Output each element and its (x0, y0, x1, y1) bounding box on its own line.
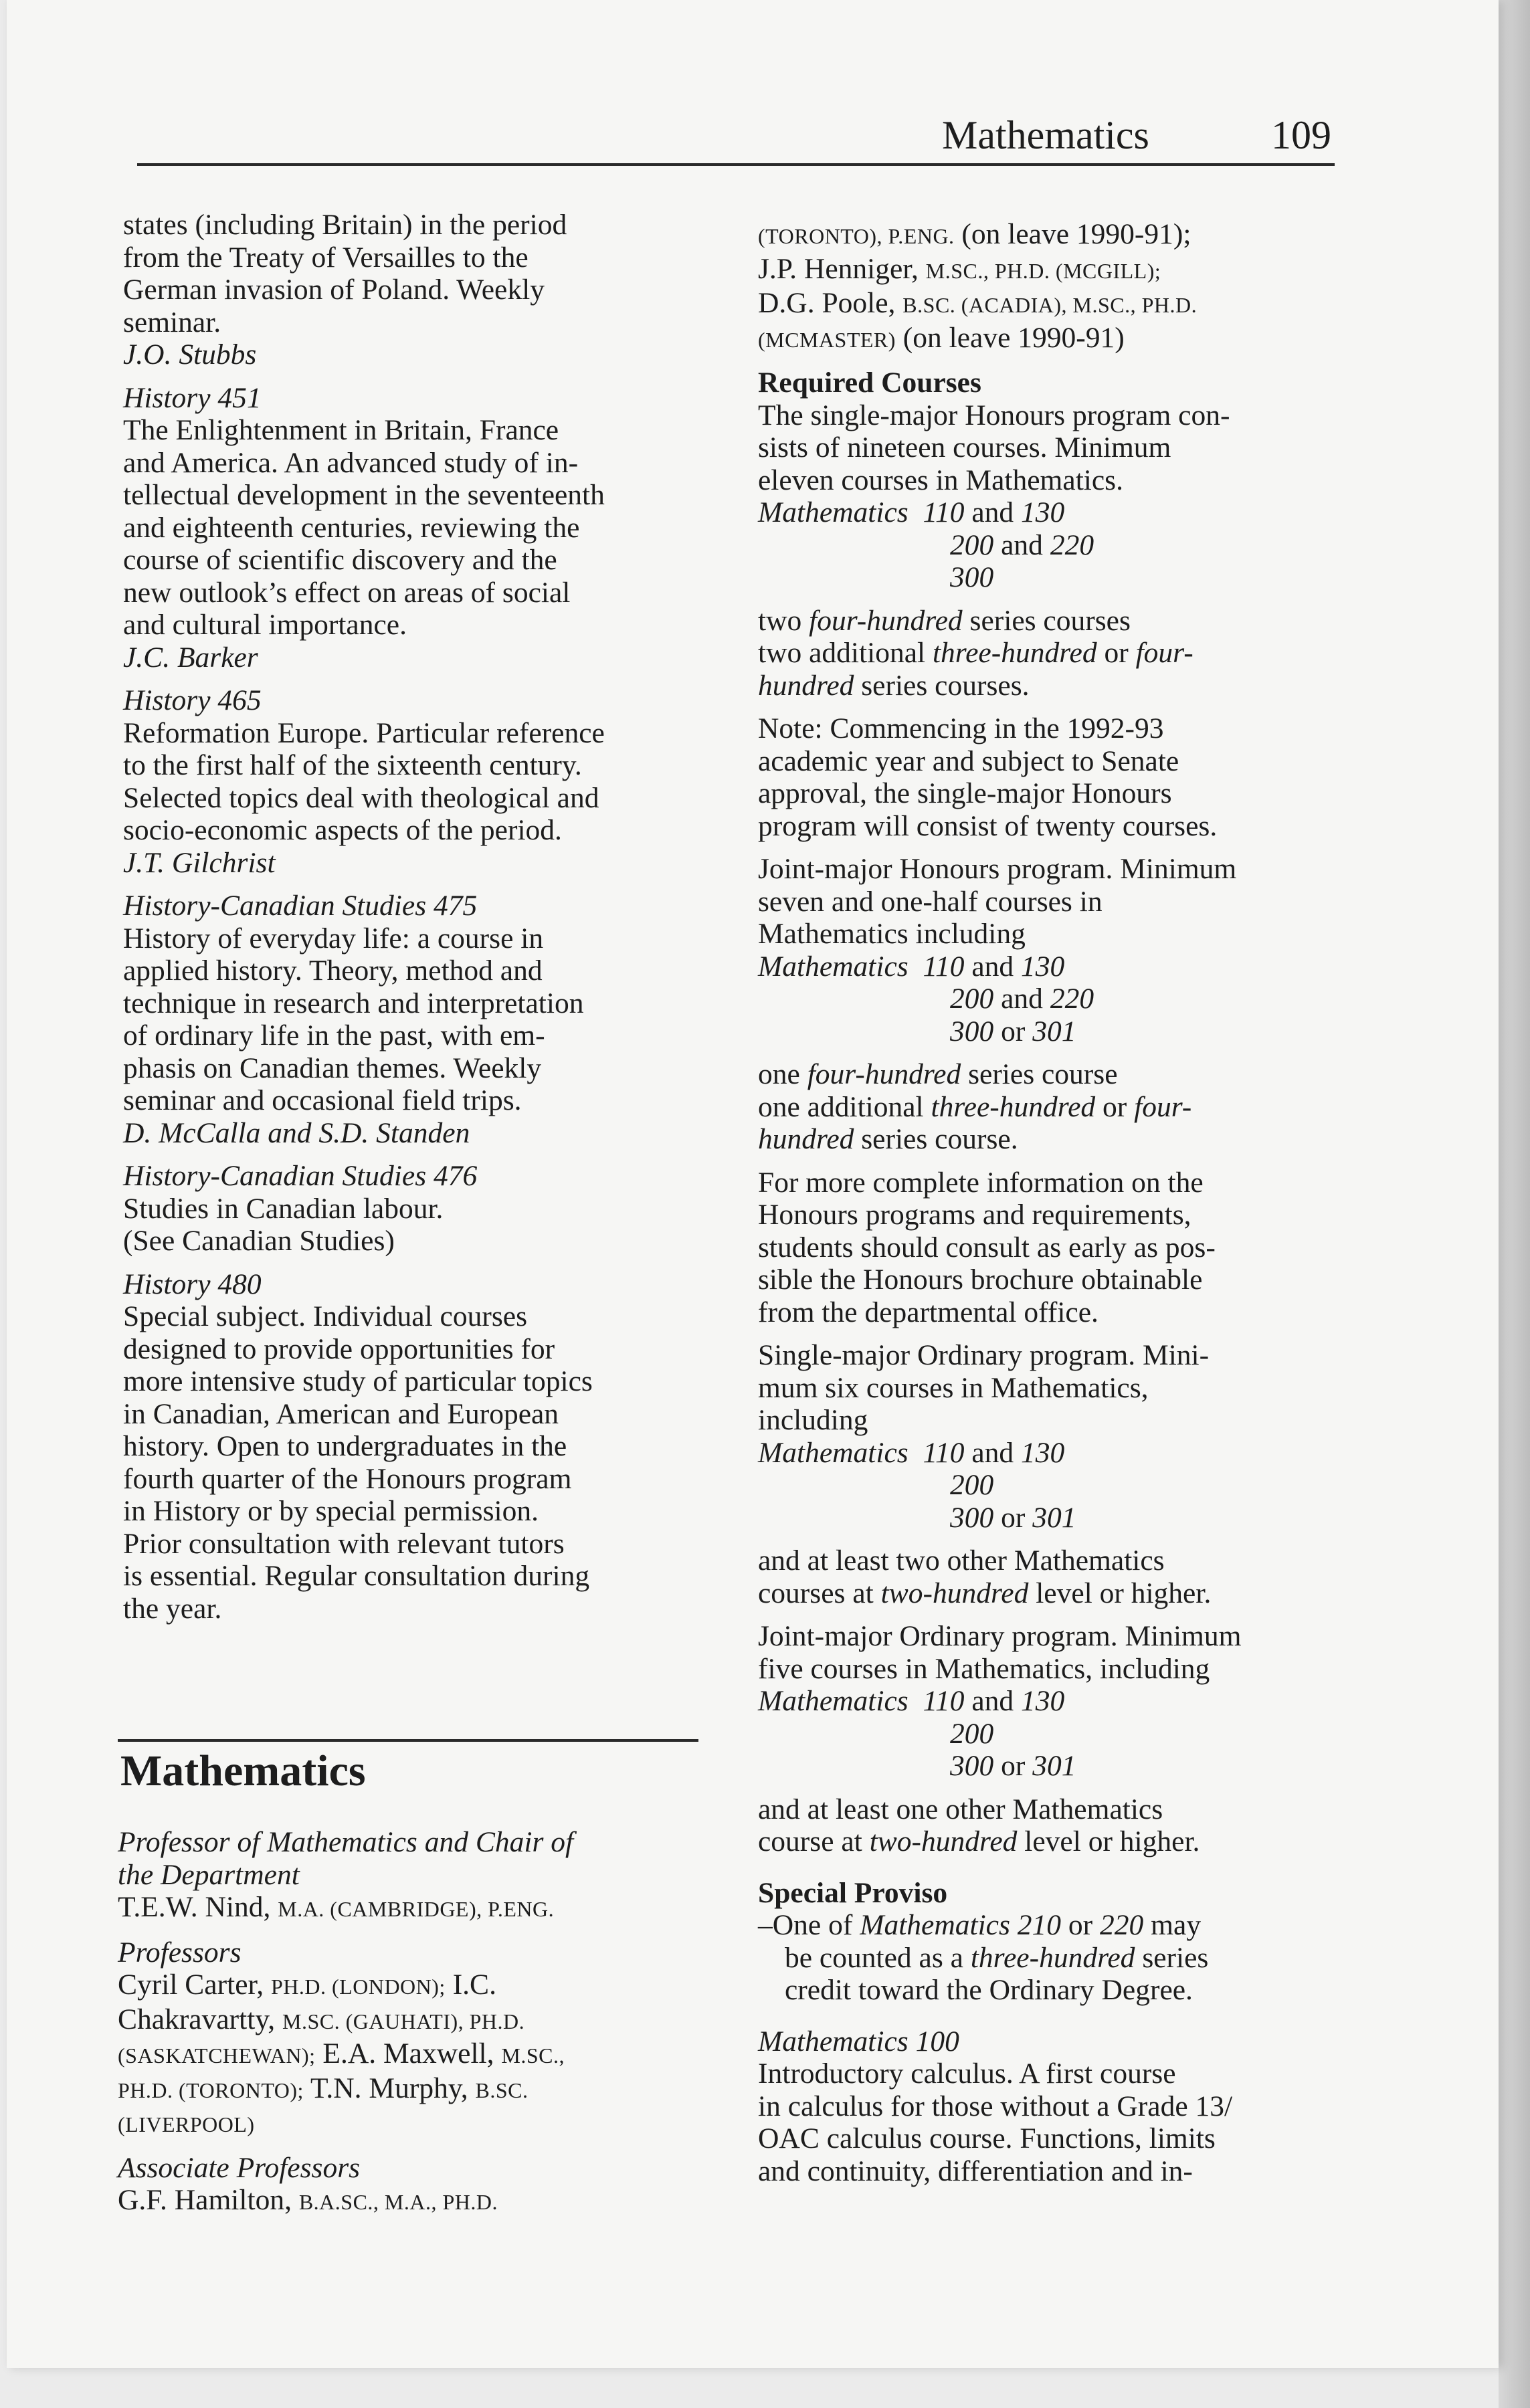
text-line: sible the Honours brochure obtainable (758, 1264, 1203, 1296)
level-term: two-hundred (869, 1825, 1018, 1858)
text-line (758, 1123, 1347, 1156)
course-title: History-Canadian Studies 475 (123, 890, 478, 922)
course-title: Mathematics 100 (758, 2025, 959, 2058)
text-line (758, 670, 1347, 702)
text-line: Single-major Ordinary program. Mini- (758, 1339, 1210, 1371)
text-line: Joint-major Ordinary program. Minimum (758, 1620, 1242, 1652)
proviso-line (758, 1942, 1347, 1975)
proviso-line (758, 1909, 1347, 1942)
chair-title: Professor of Mathematics and Chair of (118, 1826, 574, 1858)
course-list-line (758, 1750, 1347, 1783)
chair-title: the Department (118, 1858, 300, 1891)
course-number: 220 (1050, 983, 1094, 1015)
faculty-degrees: M.SC., (501, 2043, 565, 2068)
course-list-line (758, 1502, 1347, 1534)
course-number: 301 (1032, 1015, 1076, 1047)
text-line: of ordinary life in the past, with em- (123, 1019, 545, 1051)
course-title: History 480 (123, 1268, 262, 1300)
proviso-line: credit toward the Ordinary Degree. (785, 1974, 1193, 2006)
course-list-line (758, 496, 1347, 529)
course-number: 300 (950, 561, 994, 593)
course-number: Mathematics 210 (860, 1909, 1062, 1941)
text-line: seven and one-half courses in (758, 885, 1103, 918)
text-line: eleven courses in Mathematics. (758, 464, 1123, 496)
course-list-line (758, 950, 1347, 983)
text-line: seminar. (123, 306, 221, 338)
faculty-list (118, 1826, 706, 2219)
course-list-line (758, 1015, 1347, 1048)
conjunction: or (1001, 1750, 1026, 1782)
text-line: The Enlightenment in Britain, France (123, 414, 559, 446)
text-line: academic year and subject to Senate (758, 744, 1179, 777)
course-list-line (758, 983, 1347, 1015)
text-span: series courses (969, 604, 1131, 637)
faculty-degrees: B.A.SC., M.A., PH.D. (298, 2190, 498, 2214)
course-title: History 465 (123, 684, 262, 716)
faculty-degrees: (MCMASTER) (758, 327, 896, 352)
faculty-degrees: B.SC. (ACADIA), M.SC., PH.D. (902, 293, 1198, 317)
faculty-degrees: (SASKATCHEWAN); (118, 2043, 316, 2068)
text-span: one additional (758, 1090, 924, 1123)
course-label: Mathematics (758, 1436, 909, 1469)
text-line: more intensive study of particular topics (123, 1365, 593, 1397)
text-line: German invasion of Poland. Weekly (123, 274, 545, 306)
level-term: two-hundred (880, 1577, 1029, 1609)
text-line: from the departmental office. (758, 1296, 1098, 1328)
text-line: The single-major Honours program con- (758, 399, 1230, 431)
conjunction: or (1104, 637, 1129, 669)
course-number: 301 (1032, 1750, 1076, 1782)
text-line (758, 1577, 1347, 1610)
level-term: three-hundred (970, 1941, 1135, 1974)
course-number: 130 (1021, 1436, 1065, 1469)
faculty-note: (on leave 1990-91); (961, 218, 1191, 250)
faculty-name: Cyril Carter, (118, 1969, 264, 2001)
required-courses-heading: Required Courses (758, 367, 981, 399)
faculty-degrees: M.A. (CAMBRIDGE), P.ENG. (278, 1897, 555, 1921)
course-number: 110 (923, 950, 965, 983)
faculty-name: T.E.W. Nind, (118, 1891, 271, 1923)
text-line: For more complete information on the (758, 1166, 1204, 1199)
faculty-degrees: PH.D. (LONDON); (271, 1975, 446, 1999)
course-number: 300 (950, 1501, 994, 1534)
faculty-line (758, 218, 1347, 253)
conjunction: or (1001, 1501, 1026, 1534)
text-line: Mathematics including (758, 918, 1026, 950)
faculty-line (118, 2003, 706, 2038)
conjunction: or (1001, 1015, 1026, 1047)
text-span: level or higher. (1036, 1577, 1212, 1609)
text-line: and at least one other Mathematics (758, 1793, 1163, 1825)
conjunction: or (1068, 1909, 1093, 1941)
text-line: and continuity, differentiation and in- (758, 2154, 1193, 2187)
instructor: J.O. Stubbs (123, 338, 257, 371)
text-line: fourth quarter of the Honours program (123, 1462, 572, 1495)
course-list-line (758, 529, 1347, 562)
course-number: 301 (1032, 1501, 1076, 1534)
conjunction: and (971, 950, 1014, 983)
section-rule (118, 1739, 698, 1742)
text-span: be counted as a (785, 1941, 963, 1974)
course-number: 130 (1021, 950, 1065, 983)
level-term: four-hundred (807, 1058, 961, 1090)
left-column (123, 209, 712, 1625)
course-number: 300 (950, 1015, 994, 1047)
faculty-degrees: B.SC. (475, 2078, 529, 2102)
course-number: 200 (950, 528, 994, 561)
text-line: and eighteenth centuries, reviewing the (123, 511, 580, 544)
conjunction: and (971, 496, 1014, 528)
page-number: 109 (1271, 113, 1331, 157)
instructor: J.T. Gilchrist (123, 846, 276, 879)
course-number: 300 (950, 1750, 994, 1782)
text-line: History of everyday life: a course in (123, 922, 544, 955)
section-heading: Mathematics (120, 1746, 366, 1795)
text-line: seminar and occasional field trips. (123, 1084, 522, 1116)
course-number: 200 (950, 1717, 994, 1750)
header-rule (137, 163, 1335, 166)
faculty-line (758, 322, 1347, 357)
text-line: program will consist of twenty courses. (758, 809, 1218, 842)
text-line: the year. (123, 1592, 222, 1625)
text-line: in History or by special permission. (123, 1495, 539, 1527)
conjunction: and (971, 1436, 1014, 1469)
text-line: Reformation Europe. Particular reference (123, 716, 605, 749)
faculty-name: E.A. Maxwell, (322, 2037, 494, 2070)
text-line: applied history. Theory, method and (123, 955, 543, 987)
level-term: three-hundred (932, 637, 1097, 669)
conjunction: or (1103, 1090, 1127, 1123)
faculty-degrees: M.SC., PH.D. (MCGILL); (925, 258, 1161, 283)
faculty-degrees: (TORONTO), P.ENG. (758, 224, 955, 248)
text-line: five courses in Mathematics, including (758, 1652, 1210, 1685)
text-line: OAC calculus course. Functions, limits (758, 2122, 1216, 2154)
course-number: 130 (1021, 1685, 1065, 1717)
text-line: phasis on Canadian themes. Weekly (123, 1051, 542, 1084)
text-line: states (including Britain) in the period (123, 209, 567, 241)
conjunction: and (1001, 528, 1043, 561)
text-line: new outlook’s effect on areas of social (123, 576, 571, 609)
course-list-line (758, 561, 1347, 594)
course-list-line (758, 1685, 1347, 1718)
faculty-name: Chakravartty, (118, 2003, 276, 2035)
level-term: hundred (758, 669, 854, 702)
text-line: and at least two other Mathematics (758, 1544, 1165, 1577)
course-list-line (758, 1718, 1347, 1750)
text-line: approval, the single-major Honours (758, 777, 1172, 809)
level-term: hundred (758, 1123, 854, 1155)
conjunction: and (1001, 983, 1043, 1015)
text-line: (See Canadian Studies) (123, 1225, 395, 1257)
faculty-name: J.P. Henniger, (758, 252, 919, 285)
page-edge (1499, 0, 1530, 2408)
faculty-line (118, 1969, 706, 2003)
chair-line (118, 1891, 706, 1926)
course-number: 220 (1050, 528, 1094, 561)
faculty-line (118, 2184, 706, 2219)
text-line: Joint-major Honours program. Minimum (758, 853, 1237, 885)
text-line: course of scientific discovery and the (123, 544, 557, 576)
conjunction: and (971, 1685, 1014, 1717)
faculty-line (118, 2037, 706, 2072)
level-term: three-hundred (931, 1090, 1096, 1123)
text-line: is essential. Regular consultation during (123, 1560, 590, 1592)
faculty-name: G.F. Hamilton, (118, 2184, 292, 2216)
text-line: socio-economic aspects of the period. (123, 814, 562, 846)
text-span: one (758, 1058, 800, 1090)
text-span: two (758, 604, 802, 637)
assoc-title: Associate Professors (118, 2151, 361, 2184)
faculty-degrees: M.SC. (GAUHATI), PH.D. (282, 2009, 525, 2033)
faculty-line (118, 2072, 706, 2107)
text-span: level or higher. (1024, 1825, 1200, 1858)
text-line (758, 1825, 1347, 1858)
course-number: 200 (950, 1469, 994, 1501)
course-number: 220 (1100, 1909, 1144, 1941)
text-line: and cultural importance. (123, 609, 407, 641)
professors-title: Professors (118, 1936, 242, 1969)
right-column (758, 218, 1347, 2187)
text-span: courses at (758, 1577, 874, 1609)
text-line: designed to provide opportunities for (123, 1332, 555, 1365)
text-span: course at (758, 1825, 862, 1858)
faculty-note: (on leave 1990-91) (902, 321, 1125, 354)
text-line: mum six courses in Mathematics, (758, 1371, 1149, 1404)
course-label: Mathematics (758, 1685, 909, 1717)
text-line (758, 1058, 1347, 1091)
faculty-name: T.N. Murphy, (310, 2072, 468, 2104)
text-line: in Canadian, American and European (123, 1397, 559, 1430)
course-number: 130 (1021, 496, 1065, 528)
faculty-name: I.C. (452, 1969, 496, 2001)
instructor: D. McCalla and S.D. Standen (123, 1116, 470, 1149)
course-number: 110 (923, 496, 965, 528)
course-number: 200 (950, 983, 994, 1015)
text-line: Selected topics deal with theological and (123, 781, 599, 814)
level-term: four-hundred (809, 604, 963, 637)
text-line: to the first half of the sixteenth century. (123, 749, 582, 781)
course-list-line (758, 1437, 1347, 1470)
course-label: Mathematics (758, 496, 909, 528)
text-line: Special subject. Individual courses (123, 1300, 528, 1332)
course-title: History-Canadian Studies 476 (123, 1160, 478, 1192)
text-line: sists of nineteen courses. Minimum (758, 431, 1171, 464)
text-line: from the Treaty of Versailles to the (123, 241, 529, 274)
text-span: may (1151, 1909, 1202, 1941)
running-head-title: Mathematics (942, 113, 1149, 157)
text-line: students should consult as early as pos- (758, 1231, 1216, 1264)
faculty-name: D.G. Poole, (758, 287, 896, 319)
faculty-line (758, 287, 1347, 322)
text-span: series courses. (861, 669, 1030, 702)
text-line: technique in research and interpretation (123, 987, 584, 1019)
text-line: Honours programs and requirements, (758, 1199, 1191, 1231)
text-line: including (758, 1404, 868, 1436)
text-line: Introductory calculus. A first course (758, 2058, 1176, 2090)
special-proviso-heading: Special Proviso (758, 1876, 948, 1909)
text-line: tellectual development in the seventeenth (123, 479, 605, 511)
text-span: series course (968, 1058, 1118, 1090)
faculty-degrees: (LIVERPOOL) (118, 2112, 255, 2136)
text-line: Note: Commencing in the 1992-93 (758, 712, 1164, 744)
instructor: J.C. Barker (123, 641, 258, 674)
text-span: series (1142, 1941, 1209, 1974)
text-line (758, 605, 1347, 637)
text-line: history. Open to undergraduates in the (123, 1430, 567, 1462)
text-line: in calculus for those without a Grade 13/ (758, 2090, 1233, 2122)
course-title: History 451 (123, 381, 262, 414)
level-term: four- (1135, 637, 1193, 669)
course-label: Mathematics (758, 950, 909, 983)
level-term: four- (1134, 1090, 1192, 1123)
faculty-degrees: PH.D. (TORONTO); (118, 2078, 304, 2102)
text-line: and America. An advanced study of in- (123, 446, 579, 479)
text-span: series course. (861, 1123, 1018, 1155)
faculty-line (118, 2106, 706, 2141)
text-span: –One of (758, 1909, 853, 1941)
text-line: Studies in Canadian labour. (123, 1192, 444, 1225)
text-line (758, 1091, 1347, 1124)
course-number: 110 (923, 1436, 965, 1469)
course-list-line (758, 1469, 1347, 1502)
course-number: 110 (923, 1685, 965, 1717)
text-line (758, 637, 1347, 670)
faculty-line (758, 253, 1347, 288)
text-line: Prior consultation with relevant tutors (123, 1527, 565, 1560)
text-span: two additional (758, 637, 926, 669)
